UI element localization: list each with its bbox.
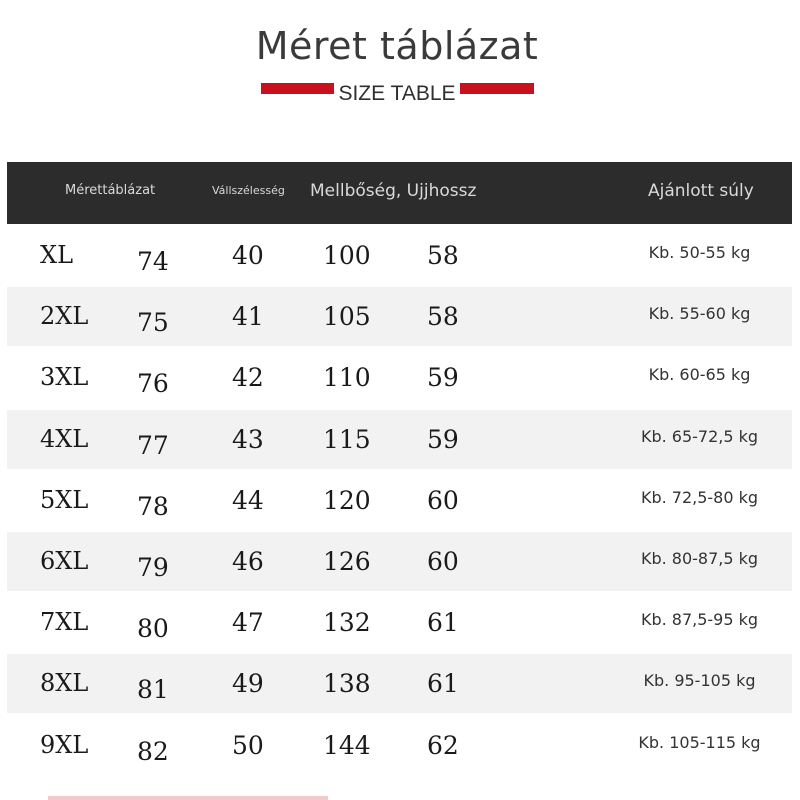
row-shoulder: 46 [232,547,264,576]
row-chest: 144 [323,731,371,760]
row-weight: Kb. 87,5-95 kg [640,610,759,629]
table-row [7,226,792,285]
table-row [7,287,792,346]
row-weight: Kb. 55-60 kg [648,304,751,323]
row-sleeve: 59 [427,363,459,392]
row-length: 82 [137,737,169,766]
row-sleeve: 62 [427,731,459,760]
row-size: 4XL [40,425,89,453]
bottom-accent-edge [48,796,328,800]
row-size: 9XL [40,731,89,759]
page-title: Méret táblázat [255,24,539,68]
row-length: 75 [137,308,169,337]
row-shoulder: 43 [232,425,264,454]
row-size: 3XL [40,363,89,391]
row-length: 74 [137,247,169,276]
header-weight: Ajánlott súly [648,181,754,201]
row-weight: Kb. 50-55 kg [648,243,751,262]
table-row [7,593,792,652]
table-row [7,348,792,407]
row-chest: 120 [323,486,371,515]
row-chest: 115 [323,425,371,454]
row-length: 80 [137,614,169,643]
table-row [7,716,792,775]
row-sleeve: 58 [427,241,459,270]
row-shoulder: 47 [232,608,264,637]
table-header [7,162,792,224]
row-length: 77 [137,431,169,460]
row-chest: 105 [323,302,371,331]
row-weight: Kb. 72,5-80 kg [640,488,759,507]
row-chest: 138 [323,669,371,698]
subtitle-text: SIZE TABLE [334,82,459,105]
row-size: XL [40,241,74,269]
page-subtitle [0,82,794,106]
row-size: 8XL [40,669,89,697]
row-length: 78 [137,492,169,521]
table-row [7,471,792,530]
row-weight: Kb. 80-87,5 kg [640,549,759,568]
row-shoulder: 40 [232,241,264,270]
row-weight: Kb. 60-65 kg [648,365,751,384]
table-row [7,654,792,713]
row-weight: Kb. 105-115 kg [638,733,761,752]
header-size: Mérettáblázat [65,183,156,198]
row-length: 76 [137,369,169,398]
row-shoulder: 42 [232,363,264,392]
row-sleeve: 61 [427,608,459,637]
row-shoulder: 49 [232,669,264,698]
row-length: 81 [137,675,169,704]
row-sleeve: 61 [427,669,459,698]
row-sleeve: 60 [427,547,459,576]
row-sleeve: 58 [427,302,459,331]
row-size: 2XL [40,302,89,330]
row-length: 79 [137,553,169,582]
row-size: 5XL [40,486,89,514]
row-sleeve: 59 [427,425,459,454]
row-chest: 132 [323,608,371,637]
row-shoulder: 44 [232,486,264,515]
row-weight: Kb. 95-105 kg [643,671,756,690]
row-chest: 126 [323,547,371,576]
header-shoulder: Vállszélesség [212,184,285,197]
row-sleeve: 60 [427,486,459,515]
row-size: 7XL [40,608,89,636]
table-row [7,410,792,469]
header-chest-sleeve: Mellbőség, Ujjhossz [310,181,477,201]
table-row [7,532,792,591]
row-shoulder: 50 [232,731,264,760]
row-shoulder: 41 [232,302,264,331]
row-size: 6XL [40,547,89,575]
row-chest: 100 [323,241,371,270]
row-weight: Kb. 65-72,5 kg [640,427,759,446]
row-chest: 110 [323,363,371,392]
